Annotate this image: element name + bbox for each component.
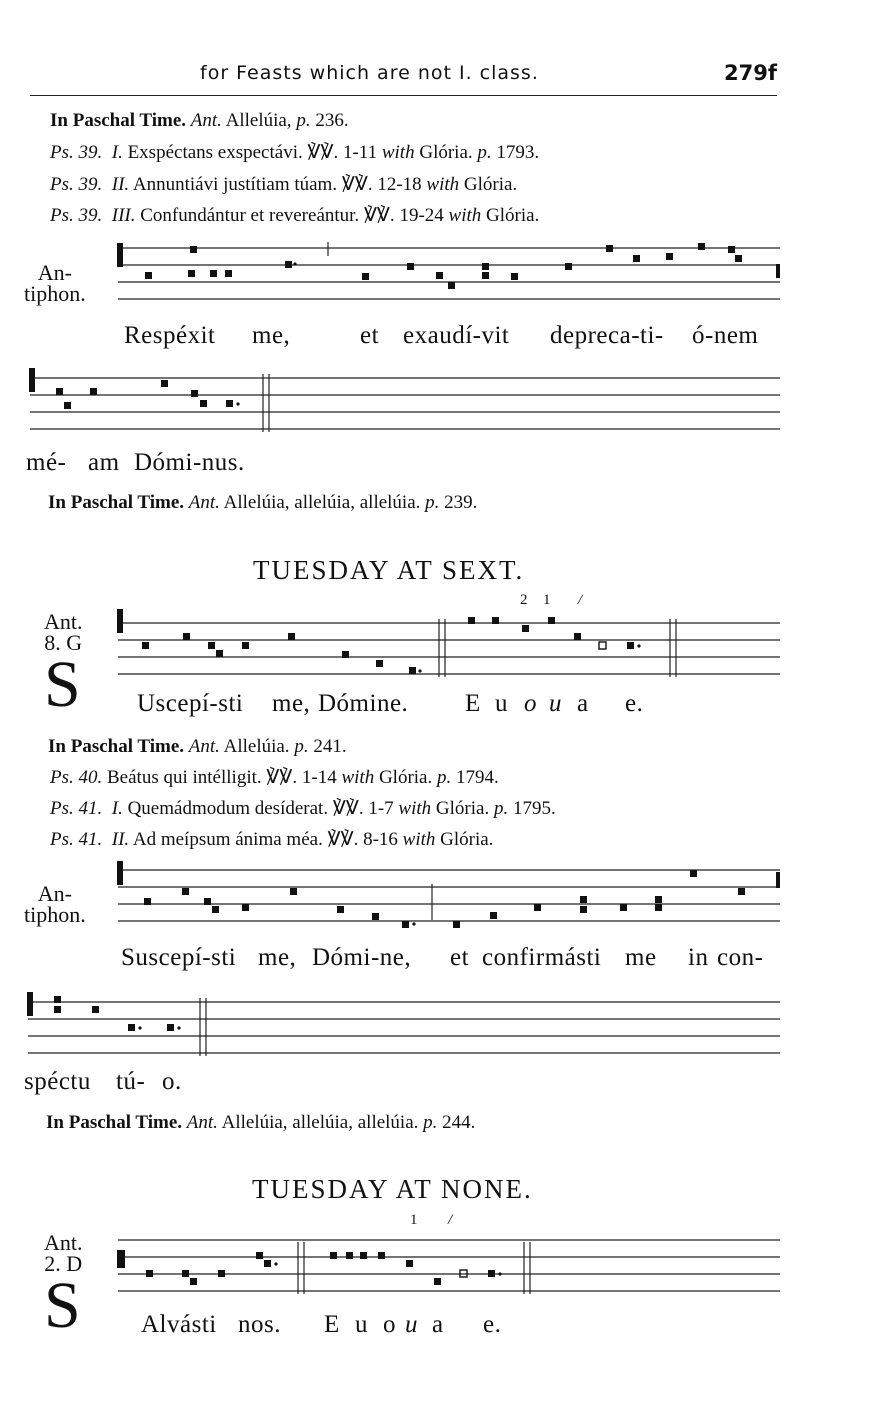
initial-letter: S [44,648,81,721]
chant-staff [26,360,780,435]
chant-staff [24,984,780,1059]
paschal-line-4: In Paschal Time. Ant. Allelúia, allelúia, allelúia. p. 244. [46,1112,476,1133]
mode-label: Ant. 2. D [44,1230,83,1276]
psalm-line: Ps. 41. I. Quemádmodum desíderat. ℣℣. 1-7 with Glória. p. 1795. [50,798,556,819]
section-title-none: TUESDAY AT NONE. [252,1174,533,1204]
psalm-line: Ps. 41. II. Ad meípsum ánima méa. ℣℣. 8-16 with Glória. [50,829,494,850]
chant-staff [112,605,780,680]
intonation-mark: / [578,592,583,608]
mode-label: Ant. 8. G [44,609,83,655]
running-title: for Feasts which are not I. class. [200,62,539,84]
section-title-sext: TUESDAY AT SEXT. [253,555,525,585]
intonation-mark: / [448,1212,453,1228]
intonation-mark: 1 [543,592,551,608]
psalm-line: Ps. 39. III. Confundántur et revereántur. ℣℣. 19-24 with Glória. [50,205,540,226]
paschal-line-1: In Paschal Time. Ant. Allelúia, p. 236. [50,110,349,131]
chant-staff [110,858,780,933]
antiphon-label: An- tiphon. [24,260,86,306]
chant-staff [108,1228,780,1303]
header-rule [30,95,777,96]
page-number: 279f [724,61,777,85]
paschal-line-2: In Paschal Time. Ant. Allelúia, allelúia, allelúia. p. 239. [48,492,478,513]
initial-letter: S [44,1269,81,1342]
psalm-line: Ps. 39. II. Annuntiávi justítiam túam. ℣℣. 12-18 with Glória. [50,174,518,195]
chant-staff [110,240,780,305]
intonation-mark: 2 [520,592,528,608]
antiphon-label: An- tiphon. [24,881,86,927]
psalm-line: Ps. 39. I. Exspéctans exspectávi. ℣℣. 1-11 with Glória. p. 1793. [50,142,540,163]
psalm-line: Ps. 40. Beátus qui intélligit. ℣℣. 1-14 with Glória. p. 1794. [50,767,499,788]
paschal-line-3: In Paschal Time. Ant. Allelúia. p. 241. [48,736,347,757]
intonation-mark: 1 [410,1212,418,1228]
